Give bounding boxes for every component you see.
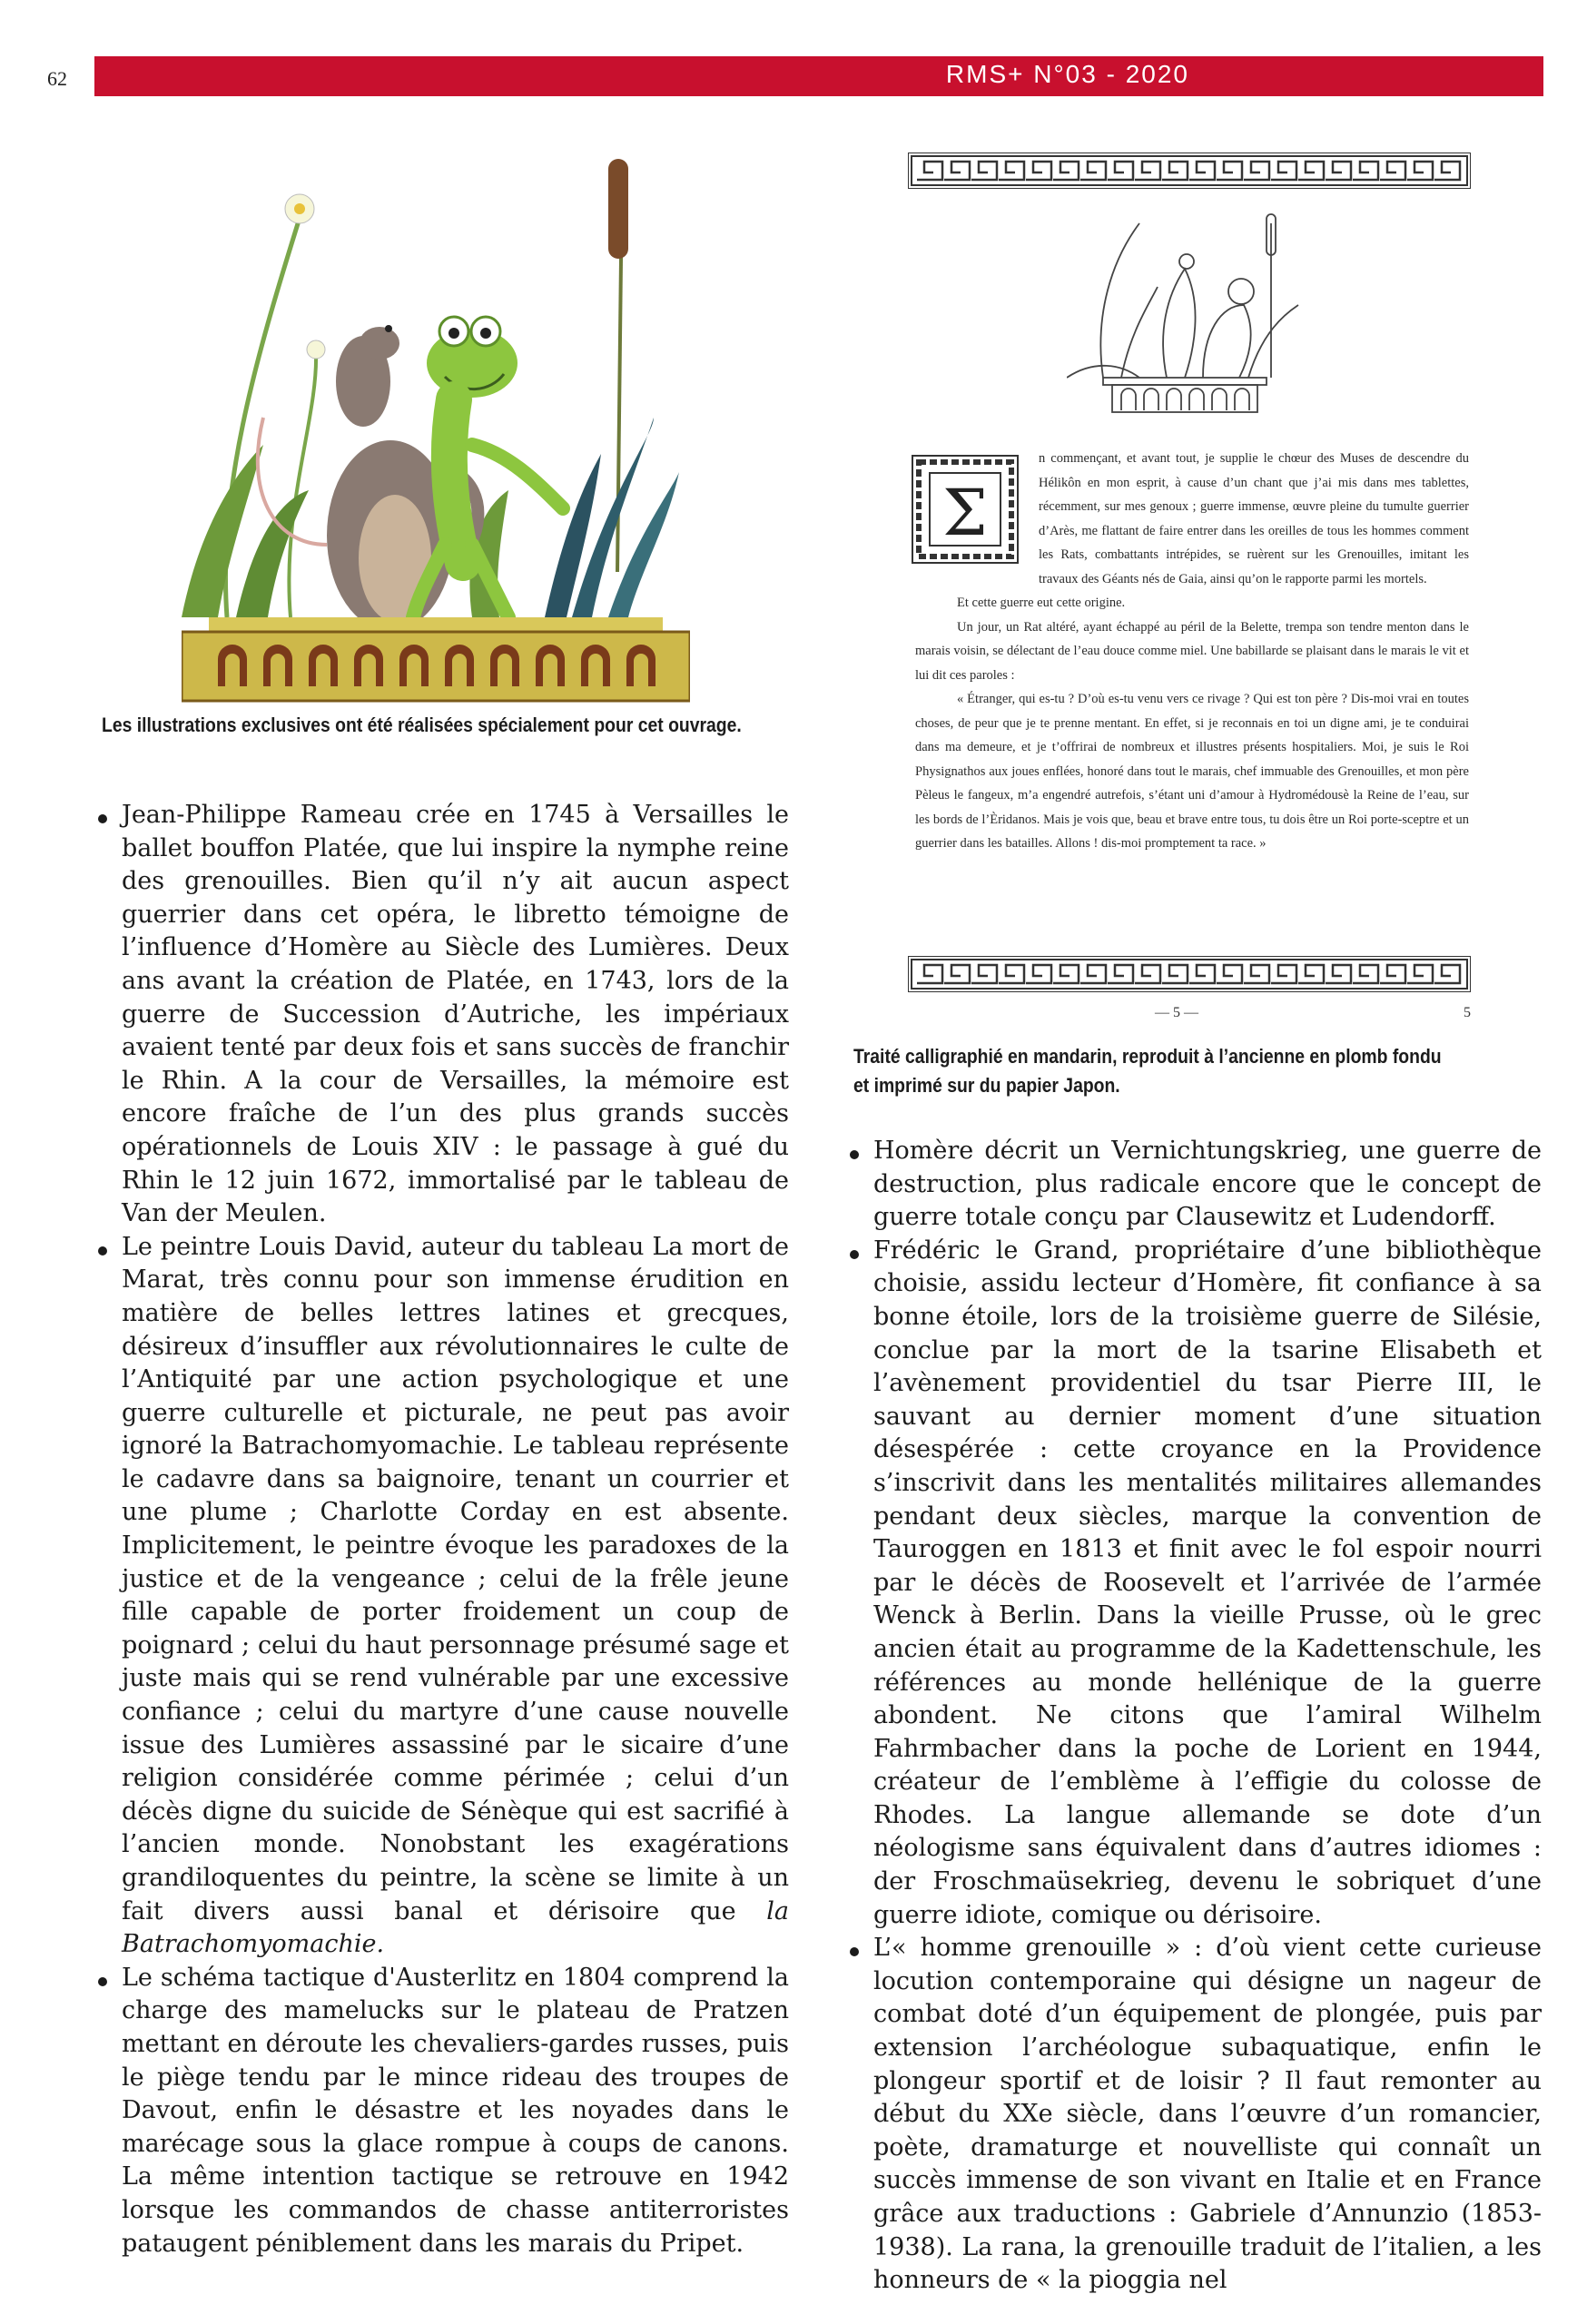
bullet-paragraph: Le peintre Louis David, auteur du tableau La mort de Marat, très connu pour son immense érudition en matière de belles lettres latines et grecques, désireux d’insuffler aux révolutionnaires le culte de l’Antiquité par une action psychologique et une guerre culturelle et picturale, ne peut pas avoir ignoré la Batrachomyomachie. Le tableau représente le cadavre dans sa baignoire, tenant un courrier et une plume ; Charlotte Corday en est absente. Implicitement, le peintre évoque les paradoxes de la justice et de la vengeance ; celui de la frêle jeune fille capable de porter froidement un coup de poignard ; celui du haut personnage présumé sage et juste mais qui se rend vulnérable par une excessive confiance ; celui du martyre d’une cause nouvelle issue des Lumières assassiné par le sicaire d’une religion considérée comme périmée ; celui d’un décès digne du suicide de Sénèque qui est sacrifié à l’ancien monde. Nonobstant les exagérations grandiloquentes du peintre, la scène se limite à un fait divers aussi banal et dérisoire que la Batrachomyomachie.	[94, 1231, 789, 1962]
bullet-paragraph: Le schéma tactique d'Austerlitz en 1804 comprend la charge des mamelucks sur le plateau de Pratzen mettant en déroute les chevaliers-gardes russes, puis le piège tendu par le mince rideau des troupes de Davout, enfin le désastre et les noyades dans le marécage sous la glace rompue à coups de canons. La même intention tactique se retrouve en 1942 lorsque les commandos de chasse antiterroristes pataugent péniblement dans les marais du Pripet.	[94, 1962, 789, 2260]
italic-title: la Batrachomyomachie.	[122, 1896, 789, 1959]
bullet-paragraph: L’« homme grenouille » : d’où vient cette curieuse locution contemporaine qui désigne un nageur de combat doté d’un équipement de plongée, puis par extension l’archéologue subaquatique, enfin le plongeur sportif et de loisir ? Il faut remonter au début du XXe siècle, dans l’œuvre d’un romancier, poète, dramaturge et nouvelliste qui connaît un succès immense de son vivant en Italie et en France grâce aux traductions : Gabriele d’Annunzio (1853-1938). La rana, la grenouille traduit de l’italien, a les honneurs de « la pioggia nel	[846, 1932, 1542, 2298]
treatise-page-number-center: — 5 —	[1155, 1005, 1198, 1020]
treatise-caption: Traité calligraphié en mandarin, reproduit à l’ancienne en plomb fondu et imprimé sur du papier Japon.	[853, 1045, 1442, 1097]
treatise-page-number-right: 5	[1464, 1005, 1471, 1020]
sketch-illustration	[1067, 205, 1303, 432]
bullet-paragraph: Homère décrit un Vernichtungskrieg, une guerre de destruction, plus radicale encore que le concept de guerre totale conçu par Clausewitz et Ludendorff.	[846, 1135, 1542, 1235]
treatise-page-footer	[908, 1005, 1471, 1027]
greek-key-border-bottom	[908, 956, 1471, 992]
illustration-caption: Les illustrations exclusives ont été réalisées spécialement pour cet ouvrage.	[102, 714, 742, 736]
treatise-paragraph: Un jour, un Rat altéré, ayant échappé au péril de la Belette, trempa son tendre menton dans le marais voisin, se délectant de l’eau douce comme miel. Une babillarde se plaisant dans le marais le vit et lui dit ces paroles :	[915, 619, 1469, 683]
treatise-page-scan	[908, 153, 1471, 1024]
treatise-paragraph: n commençant, et avant tout, je supplie le chœur des Muses de descendre du Hélikôn en mon esprit, à cause d’un chant que j’ai mis dans mes tablettes, récemment, sur mes genoux ; guerre immense, œuvre pleine du tumulte guerrier d’Arès, me flattant de faire entrer dans les oreilles de tous les hommes comment les Rats, combattants intrépides, se ruèrent sur les Grenouilles, imitant les travaux des Géants nés de Gaia, ainsi qu’on le rapporte parmi les mortels.	[1039, 451, 1469, 586]
svg-text:Σ: Σ	[942, 476, 988, 550]
treatise-paragraph: Et cette guerre eut cette origine.	[957, 596, 1126, 610]
journal-title: RMS+ N°03 - 2020	[945, 60, 1189, 88]
bullet-paragraph: Frédéric le Grand, propriétaire d’une bibliothèque choisie, assidu lecteur d’Homère, fit confiance à sa bonne étoile, lors de la troisième guerre de Silésie, conclue par la mort de la tsarine Elisabeth et l’avènement providentiel du tsar Pierre III, le sauvant au dernier moment d’une situation désespérée : cette croyance en la Providence s’inscrivit dans les mentalités militaires allemandes pendant deux siècles, marque la convention de Tauroggen en 1813 et finit avec le fol espoir nourri par le décès de Roosevelt et l’arrivée de l’armée Wenck à Berlin. Dans la vieille Prusse, où le grec ancien était au programme de la Kadettenschule, les références au monde hellénique de la guerre abondent. Ne citons que l’amiral Wilhelm Fahrmbacher dans la poche de Lorient en 1944, créateur de l’emblème à l’effigie du colosse de Rhodes. La langue allemande se dote d’un néologisme sans équivalent dans d’autres idiomes : der Froschmaüsekrieg, devenu le sobriquet d’une guerre idiote, comique ou dérisoire.	[846, 1235, 1542, 1932]
frog-rat-illustration	[182, 145, 690, 708]
right-column	[846, 1135, 1542, 2298]
bullet-paragraph: Jean-Philippe Rameau crée en 1745 à Versailles le ballet bouffon Platée, que lui inspire la nymphe reine des grenouilles. Bien qu’il n’y ait aucun aspect guerrier dans cet opéra, le libretto témoigne de l’influence d’Homère au Siècle des Lumières. Deux ans avant la création de Platée, en 1743, lors de la guerre de Succession d’Autriche, les impériaux avaient tenté par deux fois et sans succès de franchir le Rhin. A la cour de Versailles, la mémoire est encore fraîche de l’un des plus grands succès opérationnels de Louis XIV : le passage à gué du Rhin le 12 juin 1672, immortalisé par le tableau de Van der Meulen.	[94, 799, 789, 1231]
greek-key-border-top	[908, 153, 1471, 189]
left-column	[94, 799, 789, 2260]
treatise-text	[915, 447, 1469, 856]
header-band	[94, 56, 1543, 96]
page-number: 62	[47, 67, 67, 90]
treatise-paragraph: « Étranger, qui es-tu ? D’où es-tu venu vers ce rivage ? Qui est ton père ? Dis-moi vrai en toutes choses, de peur que je te prenne mentant. En effet, si je reconnais en toi un digne ami, je te conduirai dans ma demeure, et je t’offrirai de nombreux et illustres présents hospitaliers. Moi, je suis le Roi Physignathos aux joues enflées, honoré dans tout le marais, chef immuable des Grenouilles, et mon père Pèleus le fangeux, m’a engendré autrefois, s’étant uni d’amour à Hydromédousè la Reine de l’eau, sur les bords de l’Èridanos. Mais je vois que, beau et brave entre tous, tu dois être un Roi porte-sceptre et un guerrier dans les batailles. Allons ! dis-moi promptement ta race. »	[915, 692, 1469, 851]
